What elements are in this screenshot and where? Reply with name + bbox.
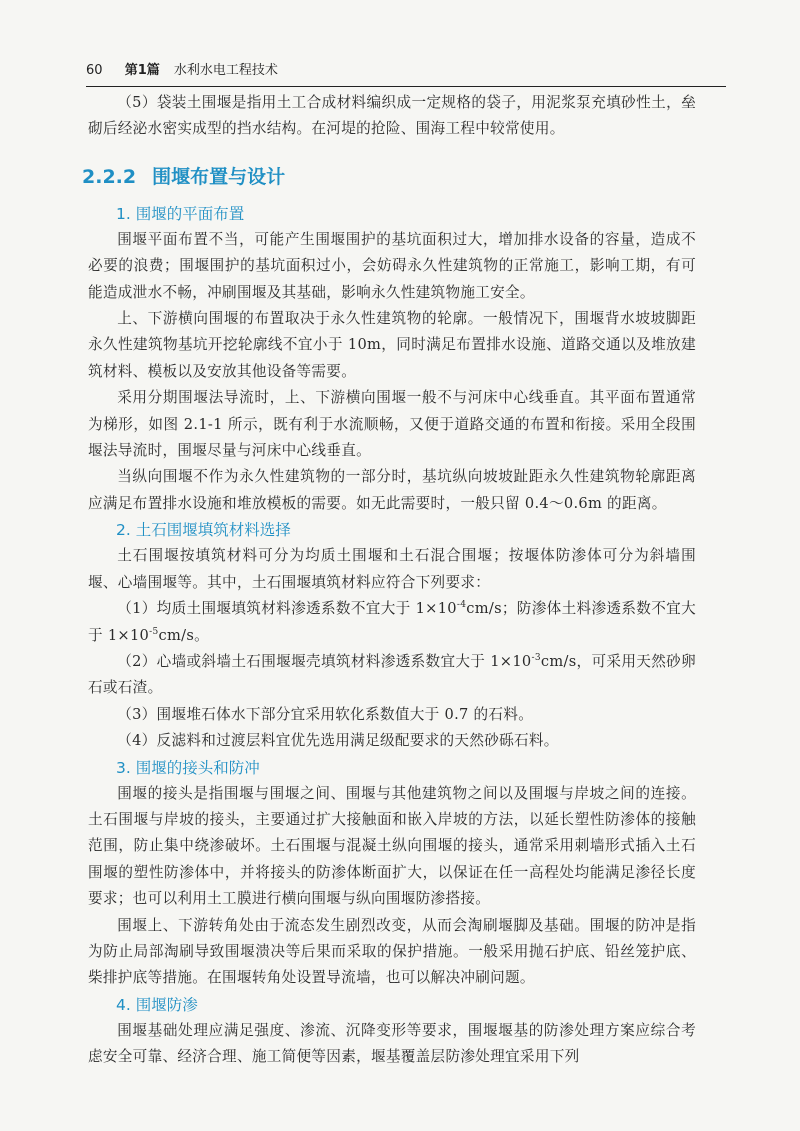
section-number: 2.2.2 bbox=[82, 165, 137, 188]
paragraph: 采用分期围堰法导流时，上、下游横向围堰一般不与河床中心线垂直。其平面布置通常为梯形，如图 2.1-1 所示，既有利于水流顺畅，又便于道路交通的布置和衔接。采用全段围堰法导流时，围堰尽量与河床中心线垂直。 bbox=[88, 389, 696, 460]
list-item bbox=[88, 649, 696, 702]
paragraph: 土石围堰按填筑材料可分为均质土围堰和土石混合围堰；按堰体防渗体可分为斜墙围堰、心墙围堰等。其中，土石围堰填筑材料应符合下列要求： bbox=[88, 547, 696, 591]
item-text: cm/s，可采用天然砂卵石或石渣。 bbox=[88, 652, 696, 697]
item-text: cm/s；防渗体土料渗透系数不宜大于 1×10 bbox=[88, 600, 696, 644]
paragraph: 围堰平面布置不当，可能产生围堰围护的基坑面积过大，增加排水设备的容量，造成不必要的浪费；围堰围护的基坑面积过小，会妨碍永久性建筑物的正常施工，影响工期，有可能造成泄水不畅，冲刷围堰及其基础，影响永久性建筑物施工安全。 bbox=[88, 230, 696, 301]
item-text: （2）心墙或斜墙土石围堰堰壳填筑材料渗透系数宜大于 1×10 bbox=[117, 652, 532, 670]
subheading-materials: 2. 土石围堰填筑材料选择 bbox=[116, 521, 291, 540]
page-number: 60 bbox=[86, 63, 103, 78]
list-item: （4）反滤料和过渡层料宜优先选用满足级配要求的天然砂砾石料。 bbox=[117, 732, 559, 750]
exponent: -4 bbox=[456, 600, 467, 611]
exponent: -5 bbox=[149, 626, 159, 637]
section-title: 围堰布置与设计 bbox=[152, 165, 286, 188]
running-header bbox=[86, 56, 726, 87]
part-title: 水利水电工程技术 bbox=[173, 63, 278, 78]
subheading-seepage: 4. 围堰防渗 bbox=[116, 995, 198, 1014]
part-label: 第1篇 bbox=[124, 63, 160, 78]
item-text: （1）均质土围堰填筑材料渗透系数不宜大于 1×10 bbox=[117, 600, 457, 618]
list-item bbox=[88, 596, 696, 649]
exponent: -3 bbox=[531, 653, 541, 664]
paragraph: 当纵向围堰不作为永久性建筑物的一部分时，基坑纵向坡坡趾距永久性建筑物轮廓距离应满足布置排水设施和堆放模板的需要。如无此需要时，一般只留 0.4～0.6m 的距离。 bbox=[88, 468, 696, 512]
paragraph: 上、下游横向围堰的布置取决于永久性建筑物的轮廓。一般情况下，围堰背水坡坡脚距永久性建筑物基坑开挖轮廓线不宜小于 10m，同时满足布置排水设施、道路交通以及堆放建筑材料、模板以及安放其他设备等需要。 bbox=[88, 310, 696, 380]
subheading-joints: 3. 围堰的接头和防冲 bbox=[116, 758, 260, 777]
list-item: （3）围堰堆石体水下部分宜采用软化系数值大于 0.7 的石料。 bbox=[117, 705, 534, 723]
subheading-layout: 1. 围堰的平面布置 bbox=[116, 204, 245, 223]
paragraph: 围堰基础处理应满足强度、渗流、沉降变形等要求，围堰堰基的防渗处理方案应综合考虑安全可靠、经济合理、施工简便等因素，堰基覆盖层防渗处理宜采用下列 bbox=[88, 1021, 696, 1066]
item-text: cm/s。 bbox=[158, 626, 210, 644]
section-heading bbox=[82, 143, 696, 201]
page-body bbox=[82, 90, 696, 1071]
paragraph: 围堰上、下游转角处由于流态发生剧烈改变，从而会淘刷堰脚及基础。围堰的防冲是指为防止局部淘刷导致围堰溃决等后果而采取的保护措施。一般采用抛石护底、铅丝笼护底、柴排护底等措施。在围堰转角处设置导流墙，也可以解决冲刷问题。 bbox=[88, 916, 696, 987]
intro-paragraph: （5）袋装土围堰是指用土工合成材料编织成一定规格的袋子，用泥浆泵充填砂性土，垒砌后经泌水密实成型的挡水结构。在河堤的抢险、围海工程中较常使用。 bbox=[88, 94, 696, 138]
paragraph: 围堰的接头是指围堰与围堰之间、围堰与其他建筑物之间以及围堰与岸坡之间的连接。土石围堰与岸坡的接头，主要通过扩大接触面和嵌入岸坡的方法，以延长塑性防渗体的接触范围，防止集中绕渗破坏。土石围堰与混凝土纵向围堰的接头，通常采用刺墙形式插入土石围堰的塑性防渗体中，并将接头的防渗体断面扩大，以保证在任一高程处均能满足渗径长度要求；也可以利用土工膜进行横向围堰与纵向围堰防渗搭接。 bbox=[88, 784, 696, 908]
